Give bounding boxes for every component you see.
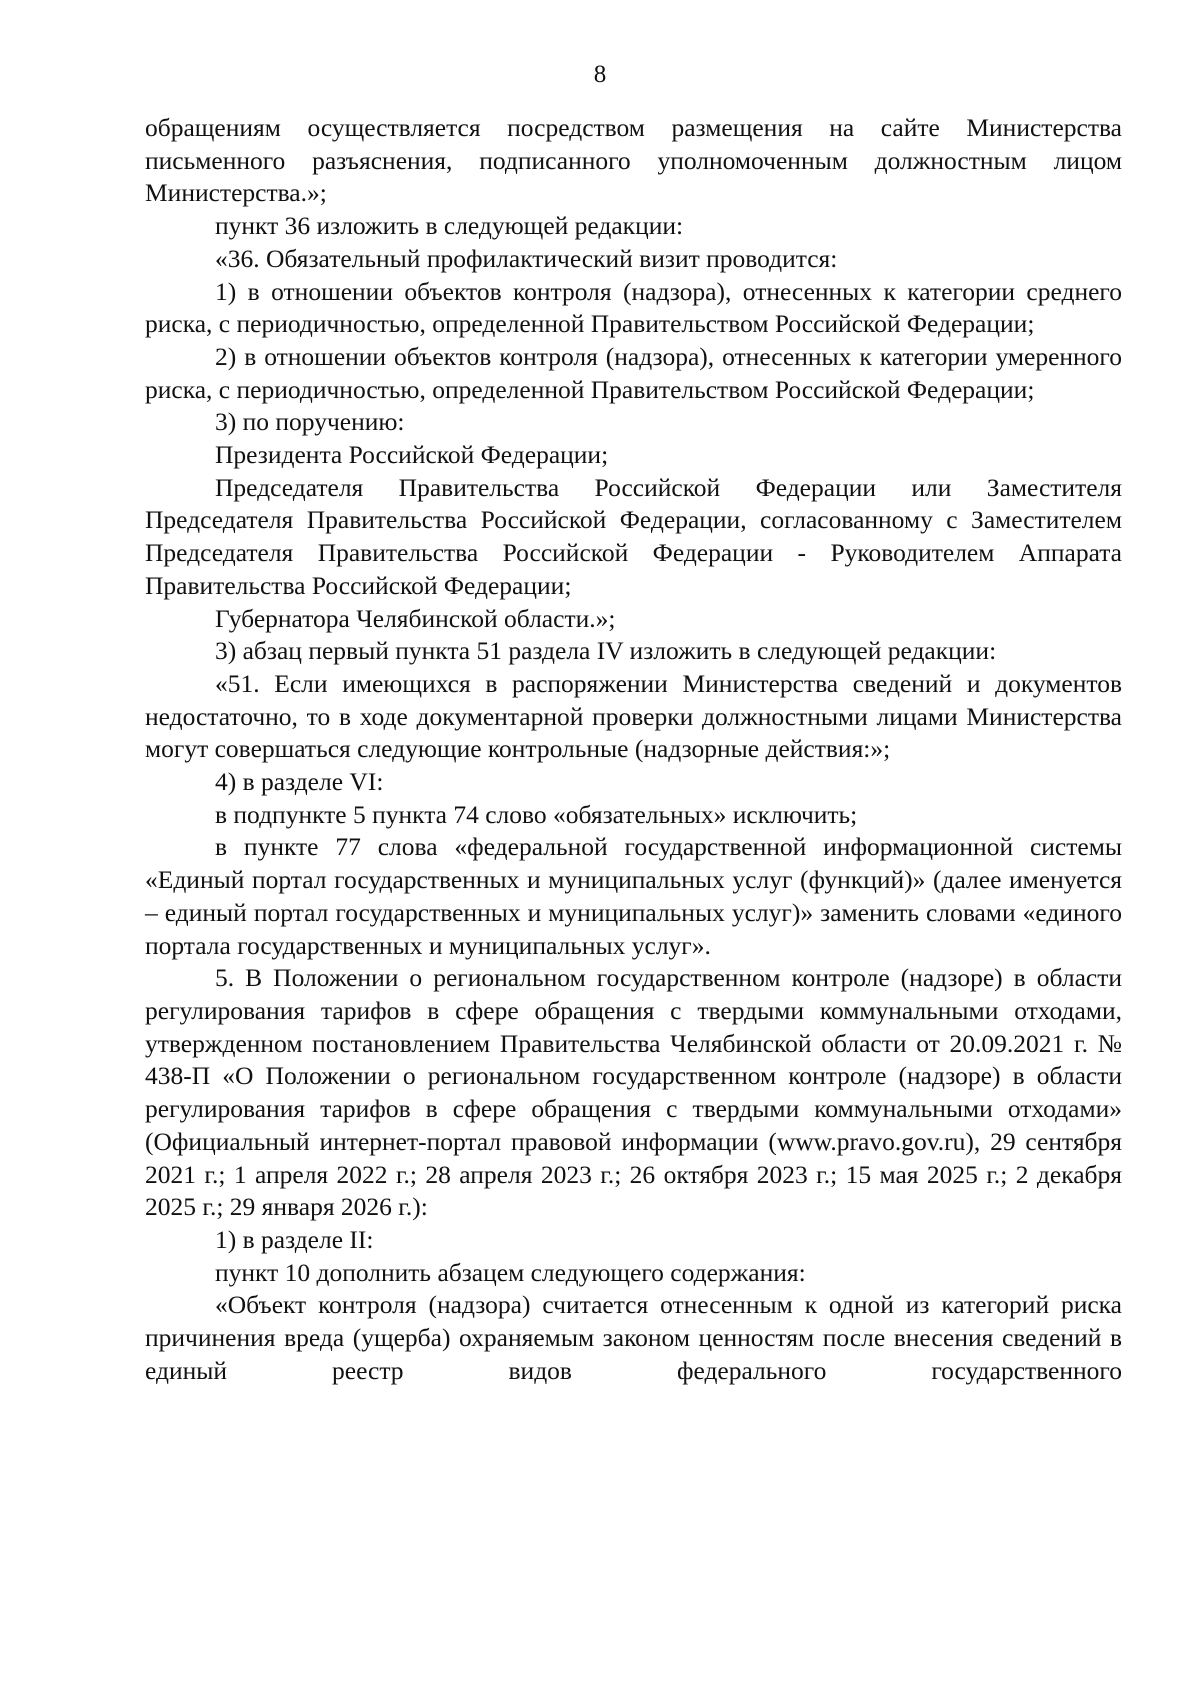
document-body xyxy=(145,112,1122,1387)
paragraph-governor: Губернатора Челябинской области.»; xyxy=(215,603,616,633)
paragraph-section-ii: 1) в разделе II: xyxy=(215,1224,374,1254)
paragraph-continuation: обращениям осуществляется посредством размещения на сайте Министерства письменного разъяснения, подписанного уполномоченным должностным лицом Министерства.»; xyxy=(145,113,1122,208)
paragraph-item-74: в подпункте 5 пункта 74 слово «обязательных» исключить; xyxy=(215,799,858,829)
paragraph-item-5: 5. В Положении о региональном государственном контроле (надзоре) в области регулирования тарифов в сфере обращения с твердыми коммунальными отходами, утвержденном постановлением Правительства Челябинской области от 20.09.2021 г. № 438-П «О Положении о региональном государственном контроле (надзоре) в области регулирования тарифов в сфере обращения с твердыми коммунальными отходами» (Официальный интернет-портал правовой информации (www.pravo.gov.ru), 29 сентября 2021 г.; 1 апреля 2022 г.; 28 апреля 2023 г.; 26 октября 2023 г.; 15 мая 2025 г.; 2 декабря 2025 г.; 29 января 2026 г.): xyxy=(145,963,1122,1222)
paragraph-subitem-1: 1) в отношении объектов контроля (надзора), отнесенных к категории среднего риска, с периодичностью, определенной Правительством Российской Федерации; xyxy=(145,276,1122,339)
paragraph-section-vi: 4) в разделе VI: xyxy=(215,767,384,797)
paragraph-item-36-intro: пункт 36 изложить в следующей редакции: xyxy=(215,211,684,241)
paragraph-subitem-2: 2) в отношении объектов контроля (надзора), отнесенных к категории умеренного риска, с периодичностью, определенной Правительством Российской Федерации; xyxy=(145,341,1122,404)
paragraph-item-36-heading: «36. Обязательный профилактический визит проводится: xyxy=(215,243,838,273)
paragraph-item-51: «51. Если имеющихся в распоряжении Министерства сведений и документов недостаточно, то в ходе документарной проверки должностными лицами Министерства могут совершаться следующие контрольные (надзорные действия:»; xyxy=(145,668,1122,764)
paragraph-item-77: в пункте 77 слова «федеральной государственной информационной системы «Единый портал государственных и муниципальных услуг (функций)» (далее именуется – единый портал государственных и муниципальных услуг)» заменить словами «единого портала государственных и муниципальных услуг». xyxy=(145,832,1122,960)
paragraph-president: Президента Российской Федерации; xyxy=(215,440,609,470)
paragraph-item-10: пункт 10 дополнить абзацем следующего содержания: xyxy=(215,1257,806,1287)
paragraph-object-control: «Объект контроля (надзора) считается отнесенным к одной из категорий риска причинения вреда (ущерба) охраняемым законом ценностям после внесения сведений в единый реестр видов федерального государственного xyxy=(145,1290,1122,1385)
page-number: 8 xyxy=(593,61,607,88)
paragraph-chairman: Председателя Правительства Российской Федерации или Заместителя Председателя Правительства Российской Федерации, согласованному с Заместителем Председателя Правительства Российской Федерации - Руководителем Аппарата Правительства Российской Федерации; xyxy=(145,472,1122,600)
paragraph-item-51-intro: 3) абзац первый пункта 51 раздела IV изложить в следующей редакции: xyxy=(215,636,997,666)
paragraph-subitem-3: 3) по поручению: xyxy=(215,407,405,437)
